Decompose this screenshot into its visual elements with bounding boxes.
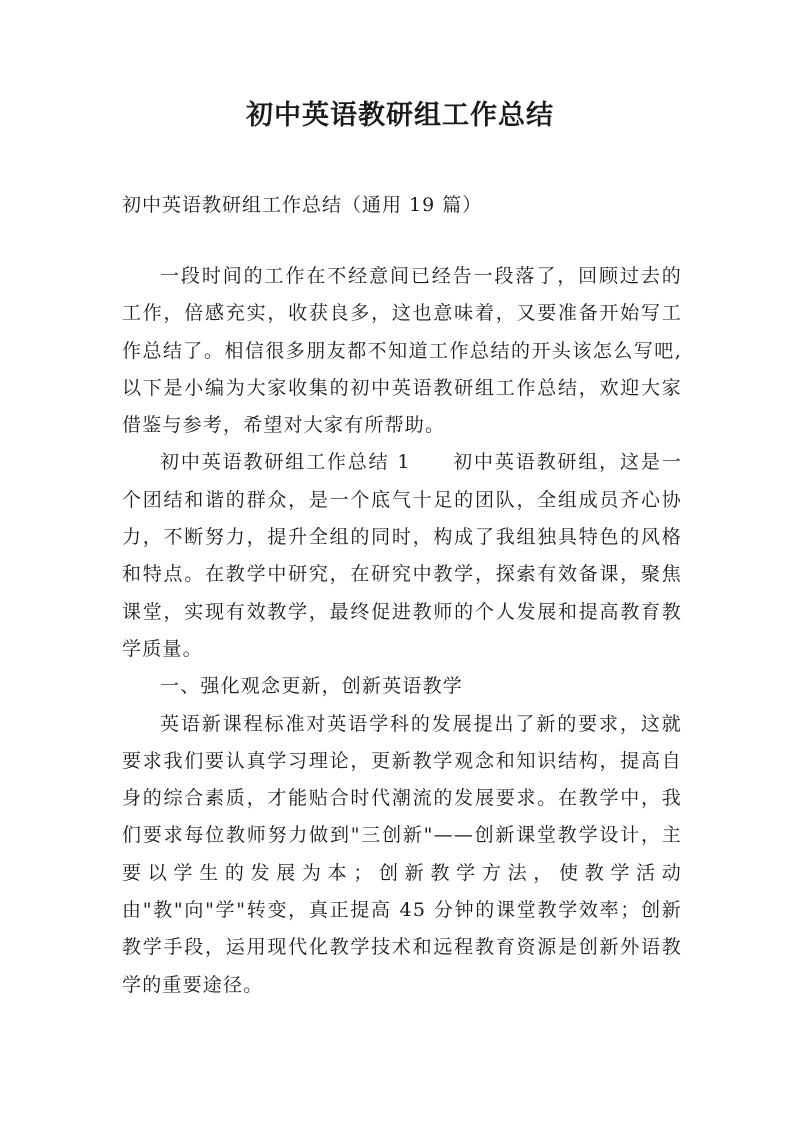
intro-paragraph: 一段时间的工作在不经意间已经告一段落了，回顾过去的工作，倍感充实，收获良多，这也意味着，又要准备开始写工作总结了。相信很多朋友都不知道工作总结的开头该怎么写吧,以下是小编为大家收集的初中英语教研组工作总结，欢迎大家借鉴与参考，希望对大家有所帮助。 bbox=[122, 265, 682, 437]
section-paragraph: 英语新课程标准对英语学科的发展提出了新的要求，这就要求我们要认真学习理论，更新教学观念和知识结构，提高自身的综合素质，才能贴合时代潮流的发展要求。在教学中，我们要求每位教师努力做到"三创新"——创新课堂教学设计，主要以学生的发展为本；创新教学方法，使教学活动由"教"向"学"转变，真正提高 45 分钟的课堂教学效率；创新教学手段，运用现代化教学技术和远程教育资源是创新外语教学的重要途径。 bbox=[122, 712, 682, 996]
document-title: 初中英语教研组工作总结 bbox=[246, 100, 554, 131]
section-heading: 一、强化观念更新，创新英语教学 bbox=[160, 675, 464, 698]
summary-1-paragraph: 初中英语教研组工作总结 1 初中英语教研组，这是一个团结和谐的群众，是一个底气十足的团队，全组成员齐心协力，不断努力，提升全组的同时，构成了我组独具特色的风格和特点。在教学中研究，在研究中教学，探索有效备课，聚焦课堂，实现有效教学，最终促进教师的个人发展和提高教育教学质量。 bbox=[122, 451, 682, 660]
document-body bbox=[122, 258, 682, 1004]
document-subtitle: 初中英语教研组工作总结（通用 19 篇） bbox=[122, 194, 483, 216]
